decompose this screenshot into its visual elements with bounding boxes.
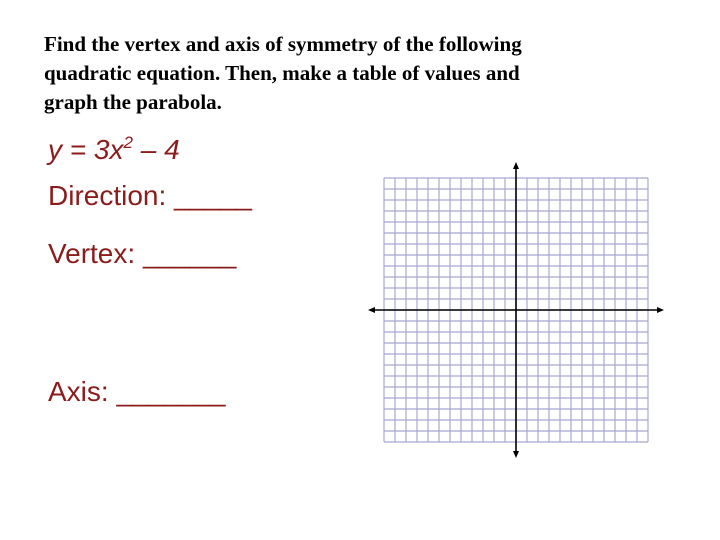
x-axis-right-arrow-icon: [657, 307, 664, 313]
vertex-prompt: Vertex: ______: [48, 238, 237, 269]
equation-exponent: 2: [123, 133, 133, 152]
direction-prompt: Direction: _____: [48, 180, 252, 211]
y-axis-up-arrow-icon: [513, 162, 519, 169]
equation-lhs: y = 3x: [48, 134, 124, 165]
instructions-line-2: quadratic equation. Then, make a table of values and: [44, 61, 520, 85]
axis-prompt: Axis: _______: [48, 376, 226, 407]
y-axis-down-arrow-icon: [513, 451, 519, 458]
instructions-text: [44, 30, 644, 117]
coordinate-grid: [366, 160, 666, 460]
equation-rhs: – 4: [132, 134, 180, 165]
x-axis-left-arrow-icon: [368, 307, 375, 313]
instructions-line-1: Find the vertex and axis of symmetry of the following: [44, 32, 522, 56]
instructions-line-3: graph the parabola.: [44, 90, 222, 114]
axes: [368, 162, 664, 458]
equation: [48, 134, 180, 166]
